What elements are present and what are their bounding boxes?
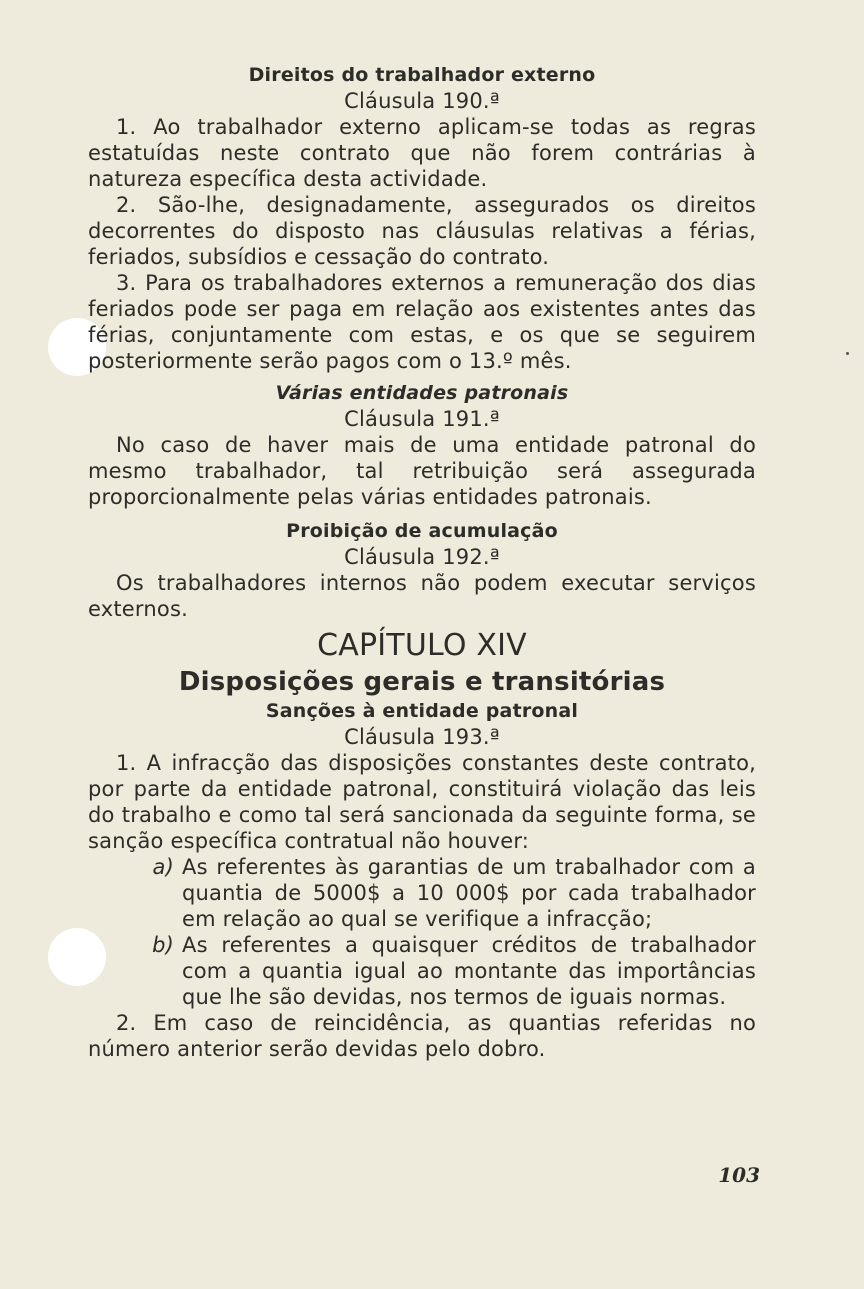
clause-number: Cláusula 190.ª bbox=[344, 89, 500, 113]
section-heading: Direitos do trabalhador externo bbox=[248, 64, 596, 86]
page-text bbox=[88, 62, 756, 1062]
clause-number: Cláusula 192.ª bbox=[344, 545, 500, 569]
page-number: 103 bbox=[718, 1163, 760, 1187]
paragraph: Os trabalhadores internos não podem executar serviços externos. bbox=[88, 571, 756, 621]
list-item bbox=[88, 854, 756, 932]
chapter-title: Disposições gerais e transitórias bbox=[178, 667, 666, 697]
paragraph: 2. São-lhe, designadamente, assegurados os direitos decorrentes do disposto nas cláusulas relativas a férias, feriados, subsídios e cessação do contrato. bbox=[88, 193, 756, 269]
section-heading: Proibição de acumulação bbox=[286, 520, 558, 542]
paragraph: 3. Para os trabalhadores externos a remuneração dos dias feriados pode ser paga em relação aos existentes antes das férias, conjuntamente com estas, e os que se seguirem posteriormente serão pagos com o 13.º mês. bbox=[88, 271, 756, 373]
clause-number: Cláusula 191.ª bbox=[344, 407, 500, 431]
item-text: As referentes a quaisquer créditos de trabalhador com a quantia igual ao montante das importâncias que lhe são devidas, nos termos de iguais normas. bbox=[182, 933, 756, 1009]
paragraph: 1. Ao trabalhador externo aplicam-se todas as regras estatuídas neste contrato que não forem contrárias à natureza específica desta actividade. bbox=[88, 115, 756, 191]
section-heading: Sanções à entidade patronal bbox=[265, 700, 579, 722]
section-heading: Várias entidades patronais bbox=[275, 382, 569, 404]
paragraph: 2. Em caso de reincidência, as quantias referidas no número anterior serão devidas pelo dobro. bbox=[88, 1011, 756, 1061]
item-text: As referentes às garantias de um trabalhador com a quantia de 5000$ a 10 000$ por cada trabalhador em relação ao qual se verifique a infracção; bbox=[182, 855, 756, 931]
paragraph: No caso de haver mais de uma entidade patronal do mesmo trabalhador, tal retribuição será assegurada proporcionalmente pelas várias entidades patronais. bbox=[88, 433, 756, 509]
clause-number: Cláusula 193.ª bbox=[344, 725, 500, 749]
speck bbox=[846, 352, 849, 355]
paragraph: 1. A infracção das disposições constantes deste contrato, por parte da entidade patronal, constituirá violação das leis do trabalho e como tal será sancionada da seguinte forma, se sanção específica contratual não houver: bbox=[88, 751, 756, 853]
chapter-number: CAPÍTULO XIV bbox=[317, 628, 527, 663]
list-item bbox=[88, 932, 756, 1010]
item-label: a) bbox=[152, 855, 174, 879]
item-label: b) bbox=[152, 933, 174, 957]
